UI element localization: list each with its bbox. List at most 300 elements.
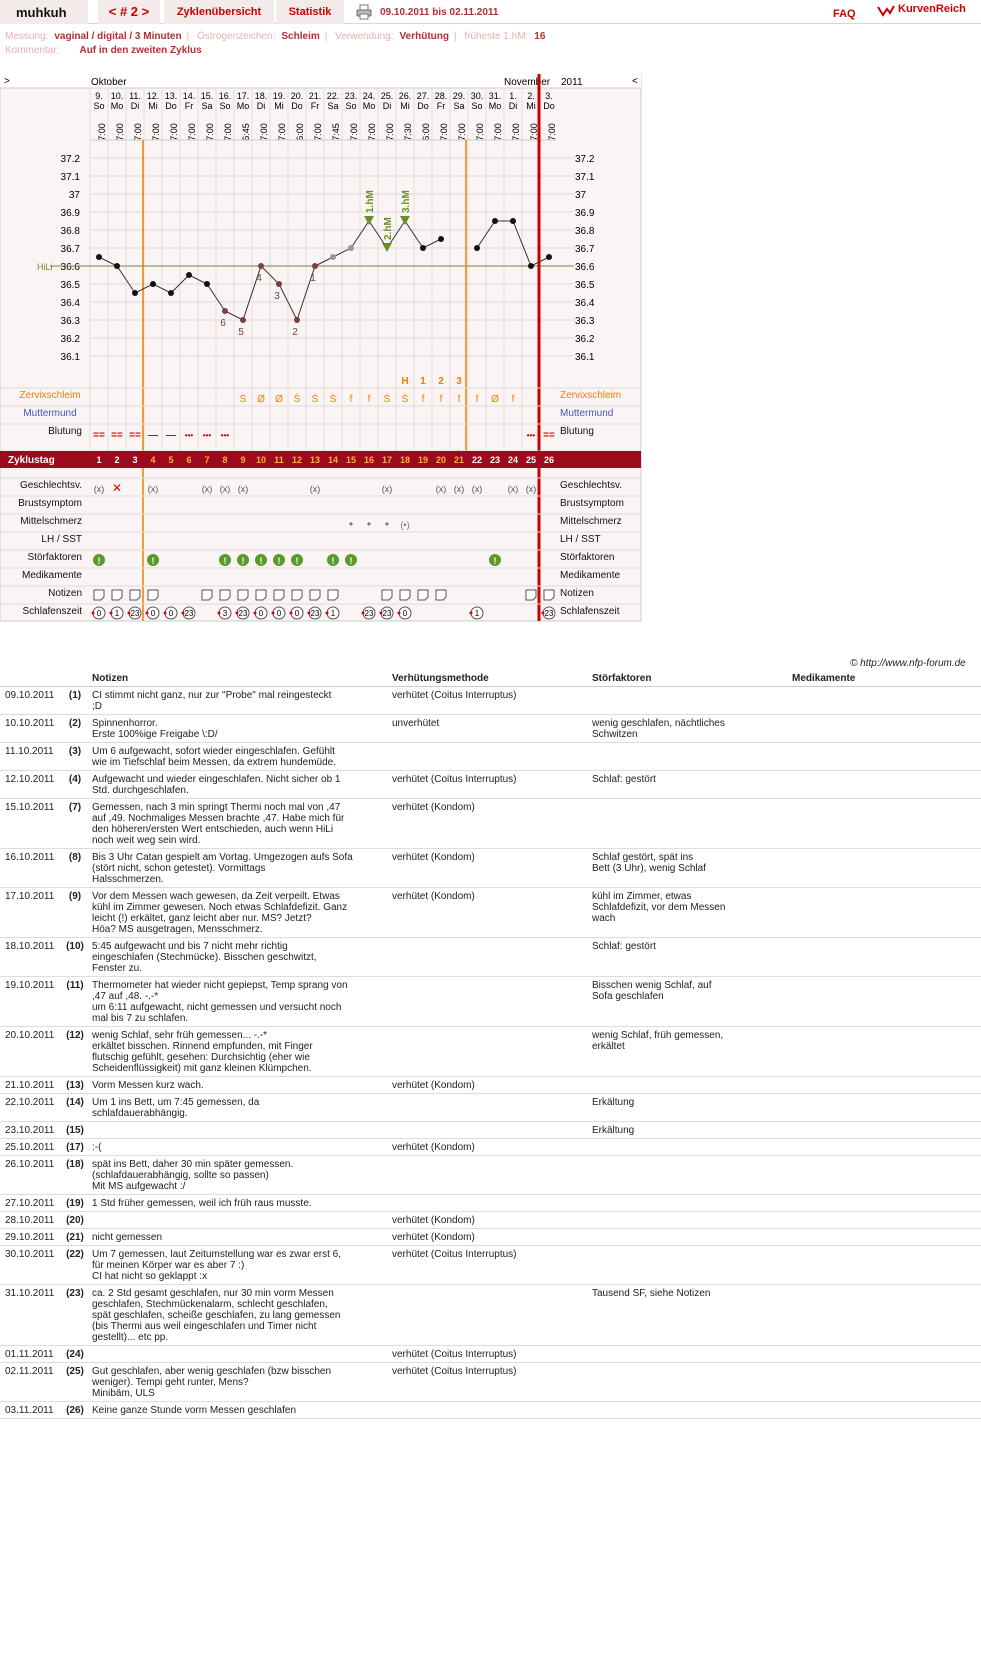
- note-text: Vorm Messen kurz wach.: [88, 1077, 388, 1094]
- note-stoer: [588, 687, 788, 715]
- intercourse-symbol: (x): [201, 484, 213, 494]
- note-text: Um 7 gemessen, laut Zeitumstellung war es zwar erst 6, für meinen Körper war es aber 7 :) CI hat nicht so geklappt :x: [88, 1246, 388, 1285]
- note-med: [788, 1094, 981, 1122]
- note-med: [788, 1285, 981, 1346]
- ytick-left: 36.4: [60, 298, 80, 309]
- notes-table: [0, 671, 981, 1419]
- weekday-label: Fr: [310, 101, 320, 111]
- mucus-symbol: f: [421, 394, 425, 405]
- note-text: Vor dem Messen wach gewesen, da Zeit verpeilt. Etwas kühl im Zimmer gewesen. Noch etwas Schlafdefizit. Ganz leicht (!) erkältet, ganz leicht aber nur. MS? Jetzt? Höa? MS ausgetragen, Mensschmerz.: [88, 888, 388, 938]
- temperature-point: [96, 254, 102, 260]
- notes-row: [0, 977, 981, 1027]
- note-cycleday: (11): [62, 977, 88, 1027]
- notes-row: [0, 1139, 981, 1156]
- time-label: 7:00: [493, 123, 503, 141]
- note-med: [788, 1077, 981, 1094]
- cycle-day-number: 15: [345, 455, 357, 465]
- stoer-icon-label: !: [97, 556, 101, 566]
- intercourse-symbol: (x): [435, 484, 447, 494]
- bleeding-symbol: —: [148, 430, 158, 441]
- weekday-label: Do: [291, 101, 303, 111]
- note-icon: [274, 590, 284, 600]
- note-icon: [256, 590, 266, 600]
- note-med: [788, 1346, 981, 1363]
- note-text: Aufgewacht und wieder eingeschlafen. Nicht sicher ob 1 Std. durchgeschlafen.: [88, 771, 388, 799]
- stoer-icon-label: !: [151, 556, 155, 566]
- note-method: [388, 1027, 588, 1077]
- weekday-label: Do: [543, 101, 555, 111]
- month-label-oktober: Oktober: [91, 77, 127, 88]
- note-med: [788, 1122, 981, 1139]
- note-icon: [328, 590, 338, 600]
- note-date: 29.10.2011: [0, 1229, 62, 1246]
- sleep-dot: [290, 612, 293, 615]
- note-date: 01.11.2011: [0, 1346, 62, 1363]
- header-notes: Notizen: [88, 671, 388, 687]
- ytick-right: 36.3: [575, 316, 595, 327]
- header-med: Medikamente: [788, 671, 981, 687]
- note-med: [788, 743, 981, 771]
- note-stoer: [588, 1156, 788, 1195]
- weekday-label: Mi: [274, 101, 284, 111]
- weekday-label: Do: [165, 101, 177, 111]
- note-cycleday: (12): [62, 1027, 88, 1077]
- note-icon: [418, 590, 428, 600]
- note-stoer: [588, 1363, 788, 1402]
- sleep-dot: [128, 612, 131, 615]
- date-label: 23.: [344, 91, 358, 101]
- row-label-right: Mittelschmerz: [560, 516, 622, 527]
- temperature-point: [348, 245, 354, 251]
- date-range: 09.10.2011 bis 02.11.2011: [380, 7, 499, 18]
- header-date: [0, 671, 62, 687]
- note-method: verhütet (Coitus Interruptus): [388, 771, 588, 799]
- note-date: 31.10.2011: [0, 1285, 62, 1346]
- note-med: [788, 687, 981, 715]
- note-text: Gemessen, nach 3 min springt Thermi noch mal von ,47 auf ,49. Nochmaliges Messen brachte ,47. Habe mich für den höheren/ersten Wert entschieden, auch wenn HiLi noch weit weg sein wird.: [88, 799, 388, 849]
- temperature-point: [132, 290, 138, 296]
- note-icon: [238, 590, 248, 600]
- note-method: verhütet (Coitus Interruptus): [388, 1246, 588, 1285]
- time-label: 7:00: [259, 123, 269, 141]
- weekday-label: Di: [508, 101, 518, 111]
- notes-header: [0, 671, 981, 687]
- mucus-symbol: S: [239, 394, 247, 405]
- note-cycleday: (20): [62, 1212, 88, 1229]
- time-label: 7:00: [367, 123, 377, 141]
- sleep-value: 1: [114, 609, 120, 618]
- ytick-right: 37.2: [575, 154, 595, 165]
- note-icon: [436, 590, 446, 600]
- date-label: 17.: [236, 91, 250, 101]
- intercourse-symbol: (x): [525, 484, 537, 494]
- sleep-dot: [218, 612, 221, 615]
- date-label: 14.: [182, 91, 196, 101]
- ytick-right: 36.8: [575, 226, 595, 237]
- cycle-day-number: 25: [525, 455, 537, 465]
- note-med: [788, 1363, 981, 1402]
- notes-row: [0, 1195, 981, 1212]
- note-date: 30.10.2011: [0, 1246, 62, 1285]
- cycle-day-number: 11: [274, 455, 284, 465]
- sleep-value: 0: [276, 609, 282, 618]
- note-stoer: [588, 1229, 788, 1246]
- cycle-day-number: 4: [150, 455, 156, 465]
- note-cycleday: (24): [62, 1346, 88, 1363]
- lowlevel-label: 4: [256, 273, 262, 284]
- note-date: 02.11.2011: [0, 1363, 62, 1402]
- mucus-symbol: f: [475, 394, 479, 405]
- temperature-point: [420, 245, 426, 251]
- ytick-right: 36.7: [575, 244, 595, 255]
- note-cycleday: (19): [62, 1195, 88, 1212]
- temperature-point: [276, 281, 282, 287]
- note-date: 19.10.2011: [0, 977, 62, 1027]
- note-date: 18.10.2011: [0, 938, 62, 977]
- intercourse-symbol: (x): [471, 484, 483, 494]
- note-med: [788, 1229, 981, 1246]
- mucus-symbol: Ṡ: [401, 394, 409, 405]
- cycle-day-number: 2: [114, 455, 120, 465]
- bleeding-symbol: •••: [526, 431, 536, 440]
- weekday-label: So: [93, 101, 105, 111]
- mucus-symbol: f: [511, 394, 515, 405]
- weekday-label: So: [471, 101, 483, 111]
- intercourse-symbol: (x): [147, 484, 159, 494]
- stoer-icon-label: !: [223, 556, 227, 566]
- weekday-label: Mo: [236, 101, 250, 111]
- weekday-label: Mi: [148, 101, 158, 111]
- time-label: 7:00: [439, 123, 449, 141]
- stoer-icon-label: !: [241, 556, 245, 566]
- date-label: 24.: [362, 91, 376, 101]
- temperature-point: [438, 236, 444, 242]
- date-label: 9.: [95, 91, 103, 101]
- printer-icon[interactable]: [356, 4, 372, 20]
- note-med: [788, 1139, 981, 1156]
- cycle-day-number: 21: [453, 455, 465, 465]
- sleep-dot: [182, 612, 185, 615]
- ytick-left: 36.5: [60, 280, 80, 291]
- sleep-value: 23: [544, 609, 554, 618]
- date-label: 1.: [509, 91, 517, 101]
- notes-row: [0, 1363, 981, 1402]
- sleep-dot: [146, 612, 149, 615]
- notes-row: [0, 1156, 981, 1195]
- cycle-selector[interactable]: < # 2 >: [98, 0, 160, 24]
- stoer-icon-label: !: [277, 556, 281, 566]
- note-method: [388, 1402, 588, 1419]
- note-date: 12.10.2011: [0, 771, 62, 799]
- mittelschmerz-symbol: (•): [400, 520, 410, 530]
- notes-row: [0, 849, 981, 888]
- ytick-right: 36.9: [575, 208, 595, 219]
- sleep-dot: [254, 612, 257, 615]
- note-method: [388, 743, 588, 771]
- nav-right: <: [632, 76, 638, 87]
- sleep-dot: [542, 612, 545, 615]
- note-icon: [202, 590, 212, 600]
- date-label: 27.: [416, 91, 430, 101]
- lowlevel-label: 1: [310, 273, 316, 284]
- note-method: unverhütet: [388, 715, 588, 743]
- note-stoer: wenig geschlafen, nächtliches Schwitzen: [588, 715, 788, 743]
- cycle-day-number: 6: [186, 455, 192, 465]
- mucus-symbol: Ø: [257, 394, 265, 405]
- temperature-point: [312, 263, 318, 269]
- cycle-day-number: 1: [96, 455, 102, 465]
- note-text: Thermometer hat wieder nicht gepiepst, Temp sprang von ,47 auf ,48. -.-* um 6:11 aufgewacht, nicht gemessen und versucht noch mal bis 7 zu schlafen.: [88, 977, 388, 1027]
- date-label: 16.: [218, 91, 232, 101]
- ytick-right: 36.1: [575, 352, 595, 363]
- sleep-value: 23: [364, 609, 374, 618]
- note-med: [788, 771, 981, 799]
- bleeding-symbol: ==: [543, 430, 555, 441]
- note-method: verhütet (Kondom): [388, 1139, 588, 1156]
- fhm-label: früheste 1.hM:: [464, 31, 529, 42]
- note-icon: [526, 590, 536, 600]
- year-label: 2011: [561, 77, 583, 88]
- notes-row: [0, 1402, 981, 1419]
- weekday-label: Mi: [526, 101, 536, 111]
- tab-statistik[interactable]: Statistik: [276, 0, 344, 24]
- mucus-symbol: f: [349, 394, 353, 405]
- date-label: 21.: [308, 91, 322, 101]
- date-label: 2.: [527, 91, 535, 101]
- temperature-point: [546, 254, 552, 260]
- sleep-dot: [470, 612, 473, 615]
- note-med: [788, 888, 981, 938]
- intercourse-symbol: (x): [453, 484, 465, 494]
- notes-row: [0, 743, 981, 771]
- highlevel-label: 1.hM: [365, 190, 376, 213]
- time-label: 7:00: [151, 123, 161, 141]
- sleep-value: 23: [184, 609, 194, 618]
- ytick-left: 37: [68, 190, 80, 201]
- note-stoer: Schlaf gestört, spät ins Bett (3 Uhr), wenig Schlaf: [588, 849, 788, 888]
- time-label: 7:00: [529, 123, 539, 141]
- note-method: [388, 1122, 588, 1139]
- date-label: 11.: [129, 91, 141, 101]
- note-cycleday: (22): [62, 1246, 88, 1285]
- note-cycleday: (26): [62, 1402, 88, 1419]
- temperature-point: [222, 308, 228, 314]
- row-label: Notizen: [48, 588, 82, 599]
- note-date: 25.10.2011: [0, 1139, 62, 1156]
- mittelschmerz-symbol: •: [348, 517, 354, 531]
- temperature-point: [294, 317, 300, 323]
- date-label: 22.: [326, 91, 340, 101]
- sleep-value: 0: [168, 609, 174, 618]
- sleep-value: 0: [150, 609, 156, 618]
- lowlevel-label: 6: [220, 318, 226, 329]
- ytick-left: 36.6: [60, 262, 80, 273]
- note-cycleday: (1): [62, 687, 88, 715]
- row-label-right: Geschlechtsv.: [560, 480, 623, 491]
- row-label: Zervixschleim: [19, 390, 81, 401]
- cycle-day-number: 14: [327, 455, 339, 465]
- sleep-dot: [110, 612, 113, 615]
- note-stoer: [588, 799, 788, 849]
- note-text: [88, 1212, 388, 1229]
- cycle-day-number: 8: [222, 455, 228, 465]
- weekday-label: Mo: [110, 101, 124, 111]
- faq-link[interactable]: FAQ: [833, 8, 856, 20]
- note-method: verhütet (Kondom): [388, 1212, 588, 1229]
- note-text: Um 6 aufgewacht, sofort wieder eingeschlafen. Gefühlt wie im Tiefschlaf beim Messen, da extrem hundemüde.: [88, 743, 388, 771]
- note-method: [388, 1094, 588, 1122]
- row-label-right: Blutung: [560, 426, 594, 437]
- note-method: verhütet (Kondom): [388, 1229, 588, 1246]
- oestrogen-value: Schleim: [281, 31, 320, 42]
- verwendung-label: Verwendung:: [335, 31, 394, 42]
- note-method: verhütet (Coitus Interruptus): [388, 1346, 588, 1363]
- ytick-left: 36.9: [60, 208, 80, 219]
- lowlevel-label: 3: [274, 291, 280, 302]
- temperature-point: [528, 263, 534, 269]
- note-text: wenig Schlaf, sehr früh gemessen... -.-* erkältet bisschen. Rinnend empfunden, mit Finger flutschig gefühlt, gesehen: Durchsichtig (eher wie Scheidenflüssigkeit) mit ganz kleinen Klümpchen.: [88, 1027, 388, 1077]
- temperature-point: [186, 272, 192, 278]
- row-label-right: Notizen: [560, 588, 594, 599]
- cycle-day-number: 7: [204, 455, 210, 465]
- note-cycleday: (18): [62, 1156, 88, 1195]
- ytick-right: 37: [575, 190, 587, 201]
- note-date: 26.10.2011: [0, 1156, 62, 1195]
- stoer-icon-label: !: [331, 556, 335, 566]
- mucus-symbol: Ø: [491, 394, 499, 405]
- mittelschmerz-symbol: •: [384, 517, 390, 531]
- user-name: muhkuh: [0, 0, 88, 24]
- stoer-icon-label: !: [349, 556, 353, 566]
- intercourse-symbol: (x): [507, 484, 519, 494]
- time-label: 7:00: [97, 123, 107, 141]
- time-label: 7:00: [547, 123, 557, 141]
- date-label: 12.: [146, 91, 160, 101]
- note-med: [788, 938, 981, 977]
- header-stoer: Störfaktoren: [588, 671, 788, 687]
- time-label: 7:00: [457, 123, 467, 141]
- row-label: Mittelschmerz: [20, 516, 82, 527]
- time-label: 7:00: [277, 123, 287, 141]
- messung-value: vaginal / digital / 3 Minuten: [54, 31, 182, 42]
- date-label: 30.: [470, 91, 484, 101]
- note-date: 11.10.2011: [0, 743, 62, 771]
- note-med: [788, 1402, 981, 1419]
- note-stoer: [588, 743, 788, 771]
- note-method: [388, 1285, 588, 1346]
- bleeding-symbol: •••: [202, 431, 212, 440]
- temperature-point: [474, 245, 480, 251]
- row-label: Brustsymptom: [18, 498, 82, 509]
- notes-row: [0, 1229, 981, 1246]
- row-label-right: Zervixschleim: [560, 390, 622, 401]
- intercourse-symbol: (x): [93, 484, 105, 494]
- note-cycleday: (9): [62, 888, 88, 938]
- note-method: verhütet (Coitus Interruptus): [388, 687, 588, 715]
- top-bar: [0, 0, 981, 24]
- cycle-day-number: 23: [489, 455, 501, 465]
- intercourse-symbol: (x): [381, 484, 393, 494]
- note-stoer: Erkältung: [588, 1122, 788, 1139]
- weekday-label: Mo: [362, 101, 376, 111]
- ytick-left: 37.1: [60, 172, 80, 183]
- notes-row: [0, 1285, 981, 1346]
- note-med: [788, 1246, 981, 1285]
- date-label: 18.: [254, 91, 268, 101]
- sleep-value: 3: [222, 609, 228, 618]
- note-stoer: Erkältung: [588, 1094, 788, 1122]
- row-label: Muttermund: [23, 408, 77, 419]
- note-stoer: [588, 1077, 788, 1094]
- note-date: 22.10.2011: [0, 1094, 62, 1122]
- note-med: [788, 1027, 981, 1077]
- sleep-value: 23: [382, 609, 392, 618]
- note-text: [88, 1122, 388, 1139]
- mucus-symbol: Ṡ: [329, 394, 337, 405]
- temperature-point: [168, 290, 174, 296]
- time-label: 7:00: [187, 123, 197, 141]
- ytick-right: 36.6: [575, 262, 595, 273]
- time-label: 7:00: [223, 123, 233, 141]
- ytick-left: 36.7: [60, 244, 80, 255]
- note-date: 03.11.2011: [0, 1402, 62, 1419]
- highlevel-label: 3.hM: [401, 190, 412, 213]
- date-label: 26.: [398, 91, 412, 101]
- fhm-value: 16: [534, 31, 546, 42]
- brand-name[interactable]: KurvenReich: [898, 3, 966, 15]
- temperature-point: [204, 281, 210, 287]
- time-label: 7:00: [511, 123, 521, 141]
- weekday-label: So: [345, 101, 357, 111]
- hm-marker: 3: [456, 376, 462, 387]
- note-icon: [148, 590, 158, 600]
- date-label: 13.: [164, 91, 178, 101]
- note-icon: [292, 590, 302, 600]
- date-label: 3.: [545, 91, 553, 101]
- sleep-value: 0: [294, 609, 300, 618]
- cycle-day-number: 16: [363, 455, 375, 465]
- sleep-dot: [326, 612, 329, 615]
- stoer-icon-label: !: [493, 556, 497, 566]
- note-text: CI stimmt nicht ganz, nur zur "Probe" mal reingesteckt ;D: [88, 687, 388, 715]
- note-cycleday: (10): [62, 938, 88, 977]
- temperature-point: [492, 218, 498, 224]
- time-label: 7:00: [205, 123, 215, 141]
- bleeding-symbol: ==: [111, 430, 123, 441]
- note-text: Keine ganze Stunde vorm Messen geschlafen: [88, 1402, 388, 1419]
- ytick-right: 37.1: [575, 172, 595, 183]
- note-text: nicht gemessen: [88, 1229, 388, 1246]
- temperature-point: [510, 218, 516, 224]
- row-label: Medikamente: [21, 570, 82, 581]
- ytick-right: 36.4: [575, 298, 595, 309]
- row-label: Blutung: [48, 426, 82, 437]
- weekday-label: Fr: [184, 101, 194, 111]
- temperature-point: [114, 263, 120, 269]
- time-label: 7:00: [475, 123, 485, 141]
- date-label: 19.: [272, 91, 286, 101]
- tab-zyklenuebersicht[interactable]: Zyklenübersicht: [164, 0, 274, 24]
- note-cycleday: (23): [62, 1285, 88, 1346]
- note-cycleday: (3): [62, 743, 88, 771]
- cycle-day-number: 19: [417, 455, 429, 465]
- bleeding-symbol: ==: [93, 430, 105, 441]
- notes-row: [0, 888, 981, 938]
- note-date: 16.10.2011: [0, 849, 62, 888]
- note-stoer: [588, 1402, 788, 1419]
- sleep-value: 23: [130, 609, 140, 618]
- note-icon: [94, 590, 104, 600]
